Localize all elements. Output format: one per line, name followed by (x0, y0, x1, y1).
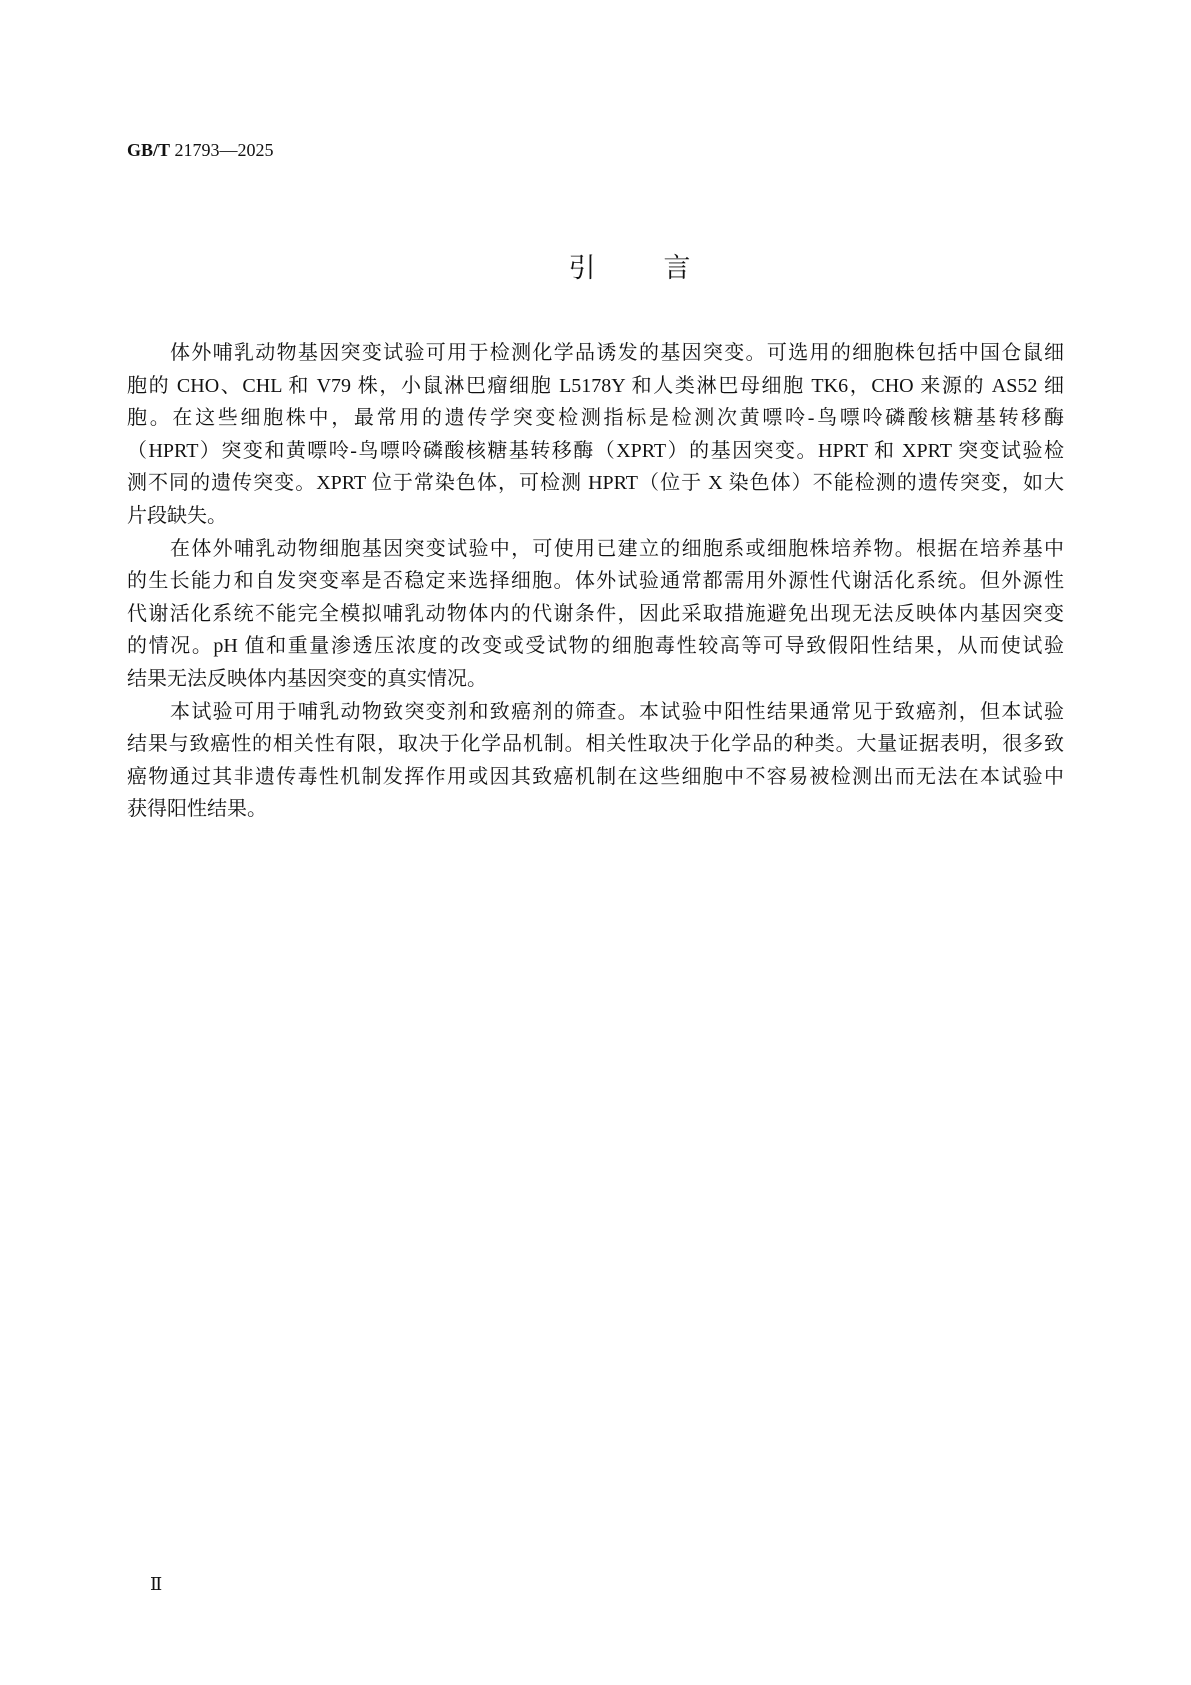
text-line: 测不同的遗传突变。XPRT 位于常染色体，可检测 HPRT（位于 X 染色体）不能检测的遗传突变，如大 (127, 472, 1064, 495)
standard-code: GB/T (127, 140, 171, 160)
text-line: 代谢活化系统不能完全模拟哺乳动物体内的代谢条件，因此采取措施避免出现无法反映体内基因突变 (127, 602, 1064, 625)
text-line: 体外哺乳动物基因突变试验可用于检测化学品诱发的基因突变。可选用的细胞株包括中国仓鼠细 (170, 342, 1064, 364)
text-line: 胞。在这些细胞株中，最常用的遗传学突变检测指标是检测次黄嘌呤-鸟嘌呤磷酸核糖基转移酶 (127, 407, 1064, 430)
text-line: （HPRT）突变和黄嘌呤-鸟嘌呤磷酸核糖基转移酶（XPRT）的基因突变。HPRT 和 XPRT 突变试验检 (127, 439, 1064, 462)
text-line: 获得阳性结果。 (127, 798, 267, 821)
introduction-body (127, 337, 1064, 826)
text-line: 胞的 CHO、CHL 和 V79 株，小鼠淋巴瘤细胞 L5178Y 和人类淋巴母细胞 TK6，CHO 来源的 AS52 细 (127, 374, 1064, 397)
text-line: 的情况。pH 值和重量渗透压浓度的改变或受试物的细胞毒性较高等可导致假阳性结果，从而使试验 (127, 635, 1064, 658)
text-line: 的生长能力和自发突变率是否稳定来选择细胞。体外试验通常都需用外源性代谢活化系统。但外源性 (127, 570, 1064, 593)
text-line: 癌物通过其非遗传毒性机制发挥作用或因其致癌机制在这些细胞中不容易被检测出而无法在本试验中 (127, 765, 1064, 788)
paragraph (127, 533, 1064, 696)
text-line: 在体外哺乳动物细胞基因突变试验中，可使用已建立的细胞系或细胞株培养物。根据在培养基中 (170, 537, 1064, 560)
standard-number: 21793—2025 (174, 140, 274, 160)
page-number: Ⅱ (150, 1574, 163, 1594)
paragraph (127, 696, 1064, 826)
standard-header (127, 140, 274, 161)
text-line: 结果与致癌性的相关性有限，取决于化学品机制。相关性取决于化学品的种类。大量证据表明，很多致 (127, 733, 1064, 756)
paragraph (127, 337, 1064, 533)
text-line: 结果无法反映体内基因突变的真实情况。 (127, 667, 487, 690)
page-title: 引言 (568, 253, 759, 284)
text-line: 片段缺失。 (127, 504, 227, 527)
text-line: 本试验可用于哺乳动物致突变剂和致癌剂的筛查。本试验中阳性结果通常见于致癌剂，但本试验 (170, 700, 1064, 723)
